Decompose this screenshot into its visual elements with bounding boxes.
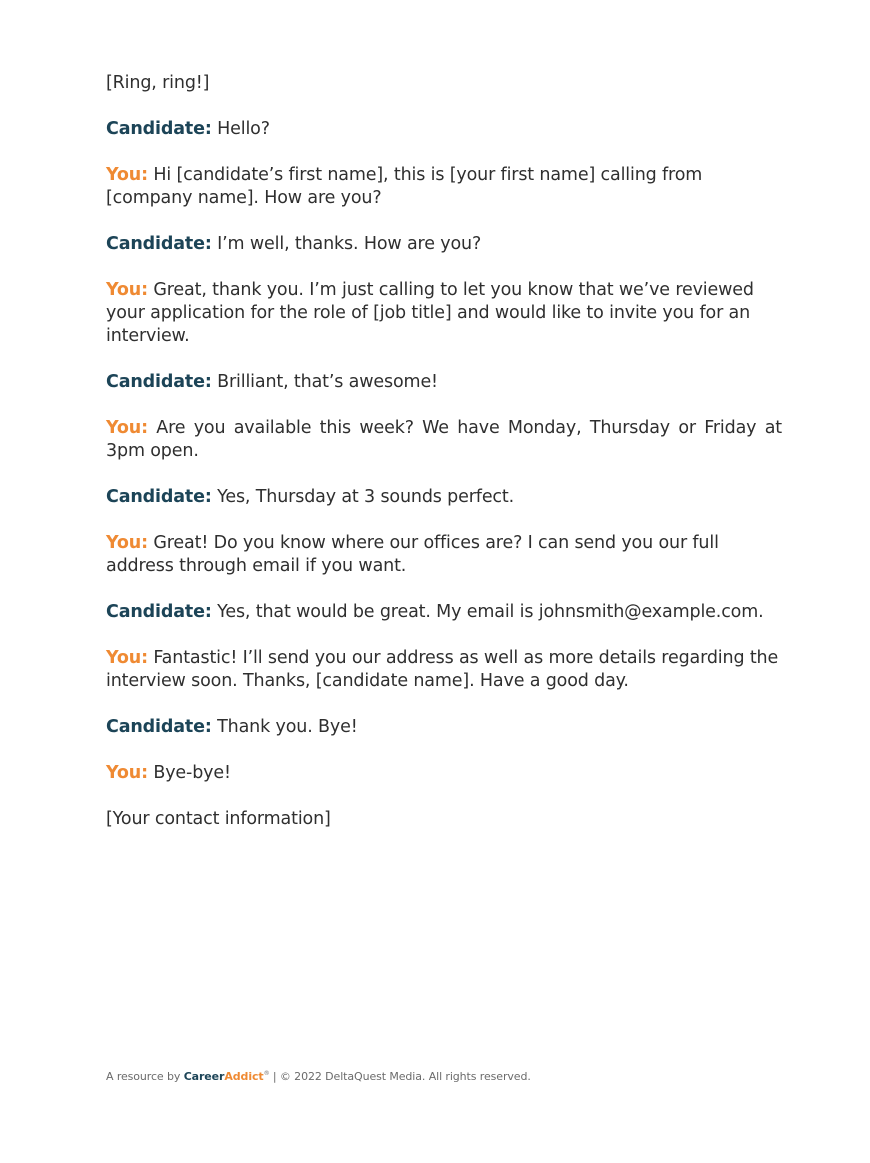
speaker-label-you: You: [106,648,148,668]
logo-career-text: Career [183,1070,225,1083]
dialogue-text: Yes, Thursday at 3 sounds perfect. [211,487,515,507]
footer-copyright: | © 2022 DeltaQuest Media. All rights reserved. [269,1070,531,1083]
phone-script [106,72,782,854]
dialogue-text: Great, thank you. I’m just calling to let you know that we’ve reviewed your application for the role of [job title] and would like to invite you for an interview. [106,280,754,346]
intro-line: [Ring, ring!] [106,73,210,93]
dialogue-line-you [106,647,782,693]
dialogue-line-you [106,164,782,210]
dialogue-text: Yes, that would be great. My email is johnsmith@example.com. [211,602,764,622]
speaker-label-candidate: Candidate: [106,234,212,254]
dialogue-text: Hello? [211,119,270,139]
careeraddict-logo[interactable] [184,1070,270,1083]
dialogue-text: Fantastic! I’ll send you our address as well as more details regarding the interview soon. Thanks, [candidate name]. Have a good day. [106,648,779,691]
dialogue-text: Thank you. Bye! [211,717,358,737]
speaker-label-you: You: [106,763,148,783]
dialogue-text: Bye-bye! [147,763,231,783]
dialogue-text: Are you available this week? We have Monday, Thursday or Friday at 3pm open. [106,418,782,461]
dialogue-text: Hi [candidate’s first name], this is [your first name] calling from [company name]. How are you? [106,165,703,208]
dialogue-text: Brilliant, that’s awesome! [211,372,438,392]
speaker-label-candidate: Candidate: [106,372,212,392]
dialogue-line-candidate [106,716,782,739]
dialogue-text: I’m well, thanks. How are you? [211,234,482,254]
speaker-label-you: You: [106,165,148,185]
dialogue-line-candidate [106,233,782,256]
registered-mark: ® [263,1070,270,1077]
speaker-label-candidate: Candidate: [106,487,212,507]
footer-prefix: A resource by [106,1070,184,1083]
dialogue-line-candidate [106,118,782,141]
dialogue-line-you [106,532,782,578]
speaker-label-you: You: [106,533,148,553]
dialogue-line-you [106,417,782,463]
speaker-label-you: You: [106,280,148,300]
outro-line: [Your contact information] [106,809,331,829]
dialogue-text: Great! Do you know where our offices are? I can send you our full address through email if you want. [106,533,719,576]
speaker-label-candidate: Candidate: [106,119,212,139]
speaker-label-candidate: Candidate: [106,602,212,622]
dialogue-line-you [106,279,782,348]
footer [106,1066,531,1085]
dialogue-line-candidate [106,601,782,624]
dialogue-line-candidate [106,486,782,509]
dialogue-line-you [106,762,782,785]
speaker-label-candidate: Candidate: [106,717,212,737]
speaker-label-you: You: [106,418,148,438]
logo-addict-text: Addict [224,1070,264,1083]
dialogue-line-candidate [106,371,782,394]
